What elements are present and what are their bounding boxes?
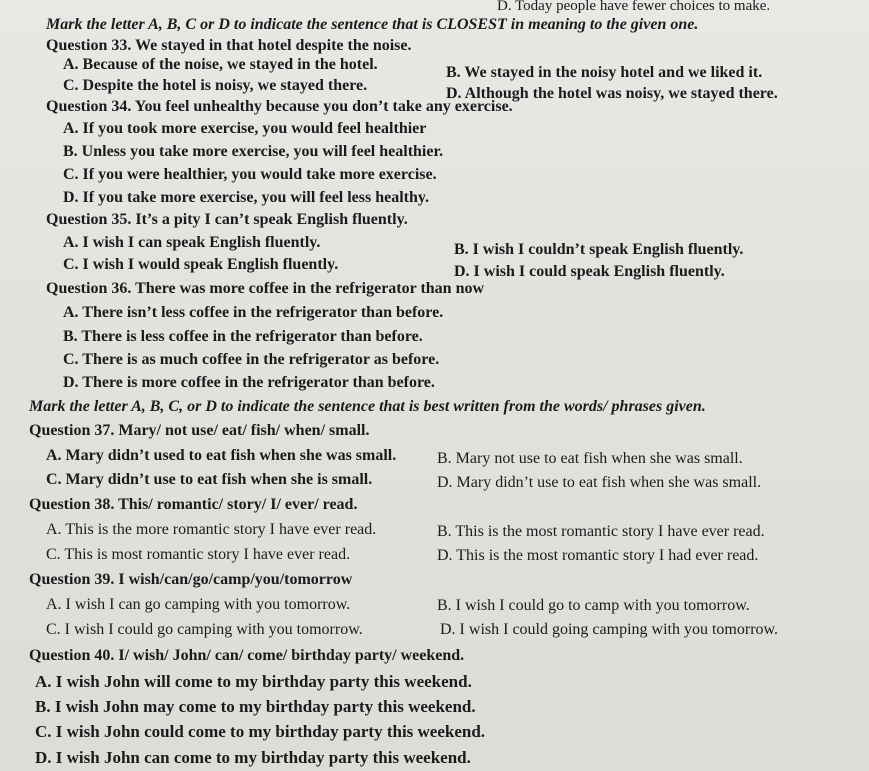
question-label: Question 34. [46, 98, 132, 115]
q38-option-d: D. This is the most romantic story I had ever read. [437, 547, 759, 564]
q35-option-b: B. I wish I couldn’t speak English fluently. [454, 241, 744, 258]
question-33 [46, 36, 412, 56]
q36-option-b: B. There is less coffee in the refrigerator than before. [63, 328, 423, 345]
q37-option-b: B. Mary not use to eat fish when she was small. [437, 450, 743, 467]
question-label: Question 35. [46, 211, 132, 228]
question-label: Question 33. [46, 37, 132, 54]
q33-option-c: C. Despite the hotel is noisy, we stayed there. [63, 77, 368, 94]
question-label: Question 36. [46, 280, 132, 297]
q39-option-b: B. I wish I could go to camp with you tomorrow. [437, 597, 750, 614]
q39-option-d: D. I wish I could going camping with you tomorrow. [440, 621, 779, 638]
q39-option-c: C. I wish I could go camping with you tomorrow. [46, 621, 363, 638]
q36-option-d: D. There is more coffee in the refrigerator than before. [63, 374, 435, 391]
question-label: Question 38. [29, 496, 115, 513]
question-label: Question 40. [29, 647, 115, 664]
q35-option-c: C. I wish I would speak English fluently. [63, 256, 339, 273]
q34-option-b: B. Unless you take more exercise, you will feel healthier. [63, 143, 444, 160]
q37-option-d: D. Mary didn’t use to eat fish when she was small. [437, 474, 762, 491]
q34-option-c: C. If you were healthier, you would take more exercise. [63, 166, 437, 183]
question-36 [46, 279, 484, 299]
q38-option-a: A. This is the more romantic story I have ever read. [46, 521, 377, 538]
q40-option-c: C. I wish John could come to my birthday party this weekend. [35, 722, 486, 741]
q33-option-d: D. Although the hotel was noisy, we stayed there. [446, 85, 778, 102]
question-text: You feel unhealthy because you don’t take any exercise. [134, 98, 513, 115]
q37-option-c: C. Mary didn’t use to eat fish when she is small. [46, 471, 373, 488]
q40-option-b: B. I wish John may come to my birthday party this weekend. [35, 697, 476, 716]
q33-option-b: B. We stayed in the noisy hotel and we liked it. [446, 64, 763, 81]
question-38 [29, 495, 357, 515]
top-fragment: D. Today people have fewer choices to make. [497, 0, 771, 14]
question-39 [29, 570, 352, 590]
q36-option-c: C. There is as much coffee in the refrigerator as before. [63, 351, 440, 368]
q38-option-c: C. This is most romantic story I have ever read. [46, 546, 351, 563]
question-text: I/ wish/ John/ can/ come/ birthday party/ weekend. [118, 647, 465, 664]
question-text: I wish/can/go/camp/you/tomorrow [118, 571, 353, 588]
q34-option-a: A. If you took more exercise, you would feel healthier [63, 120, 427, 137]
question-text: This/ romantic/ story/ I/ ever/ read. [118, 496, 358, 513]
q33-option-a: A. Because of the noise, we stayed in the hotel. [63, 56, 378, 73]
q35-option-a: A. I wish I can speak English fluently. [63, 234, 321, 251]
q34-option-d: D. If you take more exercise, you will feel less healthy. [63, 189, 430, 206]
question-34 [46, 97, 513, 117]
question-text: It’s a pity I can’t speak English fluently. [135, 211, 408, 228]
question-35 [46, 210, 408, 230]
question-text: We stayed in that hotel despite the noise. [135, 37, 412, 54]
q40-option-d: D. I wish John can come to my birthday party this weekend. [35, 748, 471, 767]
q36-option-a: A. There isn’t less coffee in the refrigerator than before. [63, 304, 444, 321]
question-text: There was more coffee in the refrigerator than now [135, 280, 485, 297]
question-label: Question 39. [29, 571, 115, 588]
question-label: Question 37. [29, 422, 115, 439]
q35-option-d: D. I wish I could speak English fluently. [454, 263, 725, 280]
question-40 [29, 646, 464, 666]
instruction-best-written: Mark the letter A, B, C, or D to indicate the sentence that is best written from the words/ phrases given. [29, 398, 706, 415]
question-text: Mary/ not use/ eat/ fish/ when/ small. [118, 422, 370, 439]
q39-option-a: A. I wish I can go camping with you tomorrow. [46, 596, 351, 613]
q37-option-a: A. Mary didn’t used to eat fish when she was small. [46, 447, 397, 464]
q40-option-a: A. I wish John will come to my birthday party this weekend. [35, 672, 472, 691]
question-37 [29, 421, 369, 441]
q38-option-b: B. This is the most romantic story I have ever read. [437, 523, 765, 540]
instruction-closest-meaning: Mark the letter A, B, C or D to indicate the sentence that is CLOSEST in meaning to the given one. [46, 16, 699, 33]
